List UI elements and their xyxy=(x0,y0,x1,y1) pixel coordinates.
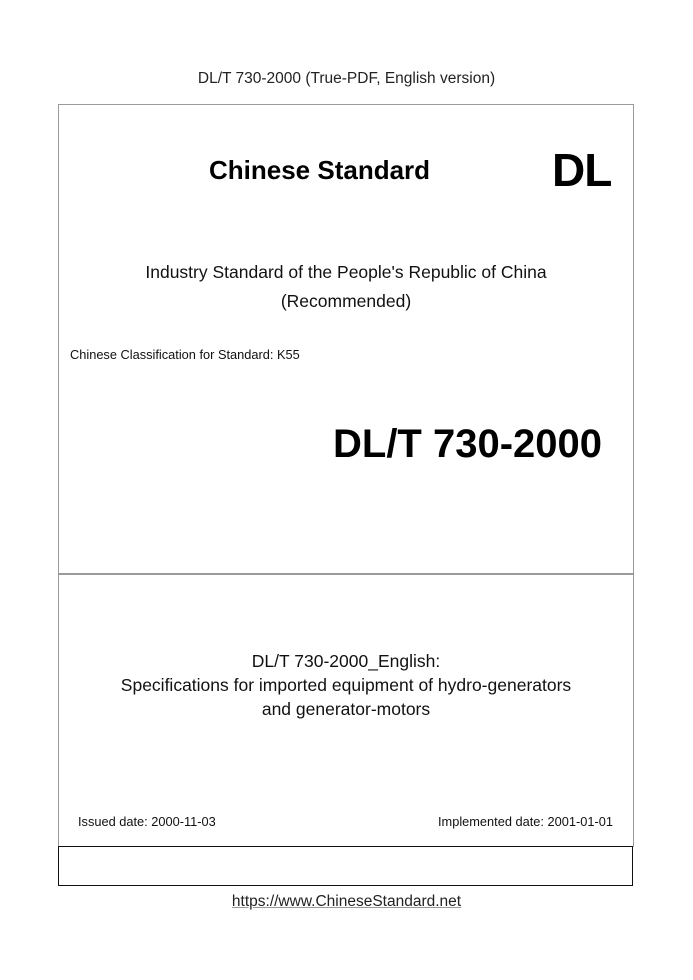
section-divider xyxy=(58,573,634,575)
cover-title: Chinese Standard xyxy=(209,155,431,185)
implemented-date: Implemented date: 2001-01-01 xyxy=(437,814,613,829)
cover-frame xyxy=(58,104,634,847)
classification-label: Chinese Classification for Standard: K55 xyxy=(70,347,300,362)
subtitle-line-1: Industry Standard of the People's Republic of China xyxy=(145,262,547,282)
issued-date: Issued date: 2000-11-03 xyxy=(78,814,216,829)
doc-title-line-1: DL/T 730-2000_English: xyxy=(251,651,441,671)
subtitle-line-2: (Recommended) xyxy=(280,291,412,311)
standard-code-badge: DL xyxy=(552,144,612,196)
document-title xyxy=(60,649,632,721)
cover-subtitle xyxy=(60,258,632,316)
doc-title-line-3: and generator-motors xyxy=(261,699,431,719)
page-header: DL/T 730-2000 (True-PDF, English version) xyxy=(197,70,496,87)
doc-title-line-2: Specifications for imported equipment of hydro-generators xyxy=(120,675,572,695)
website-link[interactable]: https://www.ChineseStandard.net xyxy=(231,893,462,910)
standard-number: DL/T 730-2000 xyxy=(333,422,603,466)
publisher-box xyxy=(58,846,633,886)
